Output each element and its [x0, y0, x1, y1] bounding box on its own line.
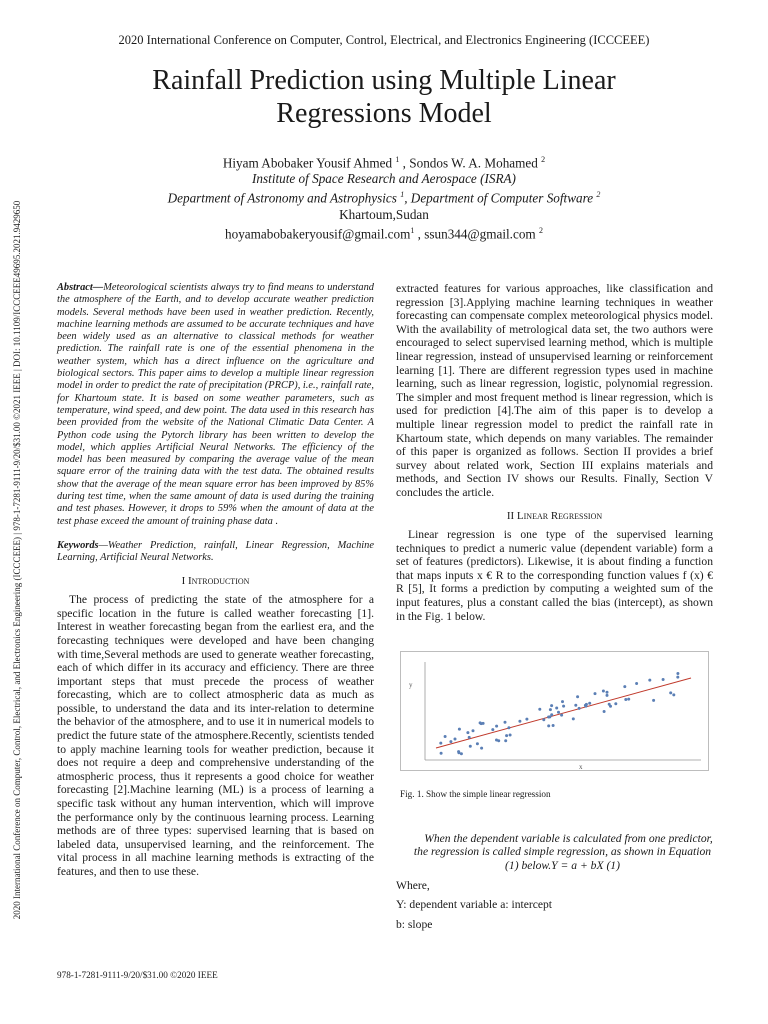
author-institute: Institute of Space Research and Aerospace (ISRA): [252, 171, 516, 187]
scatter-point: [449, 740, 452, 743]
scatter-point: [460, 753, 463, 756]
scatter-point: [560, 714, 563, 717]
scatter-point: [504, 739, 507, 742]
scatter-point: [440, 752, 443, 755]
scatter-point: [662, 678, 665, 681]
scatter-point: [555, 707, 558, 710]
scatter-point: [479, 722, 482, 725]
regression-figure: [400, 651, 709, 771]
scatter-point: [491, 728, 494, 731]
scatter-point: [574, 704, 577, 707]
section-heading-introduction: I Introduction: [181, 574, 250, 587]
author-emails: hoyamabobakeryousif@gmail.com$^1$ , ssun344@gmail.com $^2$: [225, 225, 543, 242]
scatter-point: [458, 728, 461, 731]
doi-side-strip: 2020 International Conference on Computer, Control, Electrical, and Electronics Engineering (ICCCEEE) | 978-1-7281-9111-9/20/$31.00 ©2021 IEEE | DOI: 10.1109/ICCCEEE49695.2021.9429650: [12, 200, 22, 920]
keywords: Keywords—Weather Prediction, rainfall, Linear Regression, Machine Learning, Artificial Neural Networks.: [57, 539, 374, 564]
scatter-point: [550, 713, 553, 716]
scatter-point: [614, 703, 617, 706]
conference-header: 2020 International Conference on Computer, Control, Electrical, and Electronics Engineering (ICCCEEE): [118, 33, 650, 47]
scatter-point: [627, 698, 630, 701]
scatter-point: [468, 736, 471, 739]
scatter-point: [466, 731, 469, 734]
section-heading-linear-regression: II Linear Regression: [506, 509, 603, 522]
scatter-point: [525, 718, 528, 721]
right-column: [396, 282, 713, 931]
scatter-point: [648, 679, 651, 682]
abstract: Abstract—Meteorological scientists always try to find means to understand the atmosphere of the Earth, and to develop accurate weather prediction models. Several methods have been used in weather prediction. Recently, machine learning methods are assumed to be accurate techniques and have been widely used as an alternative to classical methods for weather prediction. The rainfall rate is one of the essential phenomena in the weather system, which has a direct influence on the agriculture and biological sectors. This paper aims to develop a multiple linear regression model in order to predict the rate of precipitation (PRCP), i.e., rainfall rate, for Khartoum state. It is based on some weather parameters, such as temperature, wind speed, and dew point. The data used in this research has been provided from the website of the National Climatic Data Center. A Python code using the Pytorch library has been written to develop the model, which applies Artificial Neural Networks. The efficiency of the model has been measured by comparing the average value of the mean square error of the training data with the test data. The obtained results show that the average of the mean square error has been improved by 85% during test time, when the same amount of data is used during the training and test phases. However, it drops to 59% when the amount of data at the test phase exceed the amount of training phase data .: [57, 282, 374, 527]
scatter-point: [594, 692, 597, 695]
author-location: Khartoum,Sudan: [339, 206, 429, 222]
scatter-point: [557, 711, 560, 714]
scatter-point: [606, 691, 609, 694]
scatter-point: [549, 708, 552, 711]
scatter-point: [444, 735, 447, 738]
paper-title: Rainfall Prediction using Multiple Linear Regressions Model: [152, 65, 616, 129]
introduction-continued: extracted features for various approaches, like classification and regression [3].Applying machine learning techniques in weather forecasting can compensate complex meteorological physics model. With the availability of metrological data set, the two authors were encouraged to select supervised learning method, which is multiple linear regression, instead of unsupervised learning or reinforcement learning [1]. There are different regression types used in machine learning, such as linear regression, logistic, polynomial regression. The simpler and most frequent method is linear regression, which is used for prediction [4].The aim of this paper is to develop a multiple linear regression model to predict the rainfall rate in Khartoum state, which depends on many variables. The remainder of this paper is organized as follows. Section II provides a brief survey about related work, Section III explains materials and methods, and Section IV shows our Results. Finally, Section V concludes the article.: [396, 282, 713, 499]
scatter-point: [562, 705, 565, 708]
scatter-point: [652, 699, 655, 702]
scatter-point: [588, 702, 591, 705]
scatter-point: [504, 721, 507, 724]
scatter-point: [624, 698, 627, 701]
scatter-point: [623, 685, 626, 688]
scatter-point: [476, 742, 479, 745]
definition-y: Y: dependent variable a: intercept: [396, 898, 553, 912]
figure-y-label: y: [409, 681, 413, 690]
scatter-point: [505, 734, 508, 737]
left-column: [57, 282, 374, 879]
scatter-point: [552, 724, 555, 727]
scatter-point: [495, 725, 498, 728]
scatter-point: [672, 694, 675, 697]
scatter-point: [472, 729, 475, 732]
regression-line: [436, 678, 691, 748]
scatter-point: [584, 705, 587, 708]
author-block: [84, 152, 684, 242]
scatter-point: [439, 742, 442, 745]
scatter-point: [602, 690, 605, 693]
scatter-point: [495, 739, 498, 742]
figure-caption: Fig. 1. Show the simple linear regression: [400, 789, 551, 800]
scatter-point: [550, 704, 553, 707]
scatter-point: [542, 718, 545, 721]
scatter-point: [576, 695, 579, 698]
definition-b: b: slope: [396, 917, 433, 931]
scatter-point: [561, 700, 564, 703]
scatter-point: [635, 682, 638, 685]
scatter-point: [609, 705, 612, 708]
scatter-point: [676, 676, 679, 679]
scatter-point: [480, 747, 483, 750]
where-label: Where,: [396, 878, 430, 892]
scatter-point: [469, 745, 472, 748]
scatter-point: [507, 726, 510, 729]
equation-paragraph: When the dependent variable is calculated from one predictor, the regression is called simple regression, as shown in Equation (1) below.Y = a + bX (1): [413, 831, 713, 873]
author-departments: Department of Astronomy and Astrophysics $^1$, Department of Computer Software $^2$: [167, 190, 601, 206]
linear-regression-paragraph: Linear regression is one type of the supervised learning techniques to predict a numeric value (dependent variable) form a set of features (predictors). Likewise, it is about finding a function that maps inputs x € R to the corresponding function values f (x) € R [5], It forms a prediction by computing a weighted sum of the input features, plus a constant called the bias (intercept), as shown in the Fig. 1 below.: [396, 528, 713, 623]
scatter-point: [454, 738, 457, 741]
scatter-point: [676, 672, 679, 675]
scatter-point: [538, 708, 541, 711]
scatter-point: [518, 720, 521, 723]
scatter-point: [547, 725, 550, 728]
scatter-point: [547, 716, 550, 719]
introduction-paragraph: The process of predicting the state of the atmosphere for a specific location in the future is called weather forecasting [1]. Interest in weather forecasting began from the earliest era, and the forecasting techniques were developed and have been changing with time,Several methods are used to generate weather forecasting, each of which differ in its accuracy and efficiency. There are three important steps that must precede the process of weather forecasting, which are to collect atmospheric data as much as possible, to understand the data and its inter-relation to determine the behavior of the atmosphere, and to use it in numerical models to predict the future state of the atmosphere.Recently, scientists tended to apply machine learning tools for weather prediction, because it does not require a deep and comprehensive understanding of the atmospheric process, thus it represents a good choice for weather forecasting [2].Machine learning (ML) is a process of learning a specific task without any human intervention, which will improve the performance only by the continuous learning process. Learning methods are of three types: supervised learning that is based on labeled data, unsupervised learning, and the reinforcement. The vital process in all machine learning methods is extracting of the features, and then to use these.: [57, 593, 374, 878]
scatter-point: [578, 707, 581, 710]
page-footer: 978-1-7281-9111-9/20/$31.00 ©2020 IEEE: [57, 970, 218, 980]
scatter-point: [606, 694, 609, 697]
scatter-point: [603, 710, 606, 713]
scatter-point: [509, 734, 512, 737]
figure-x-label: x: [579, 763, 583, 771]
regression-scatter-plot: [401, 652, 708, 770]
author-names: Hiyam Abobaker Yousif Ahmed $^1$ , Sondos W. A. Mohamed $^2$: [222, 155, 546, 171]
scatter-point: [669, 692, 672, 695]
scatter-point: [572, 718, 575, 721]
